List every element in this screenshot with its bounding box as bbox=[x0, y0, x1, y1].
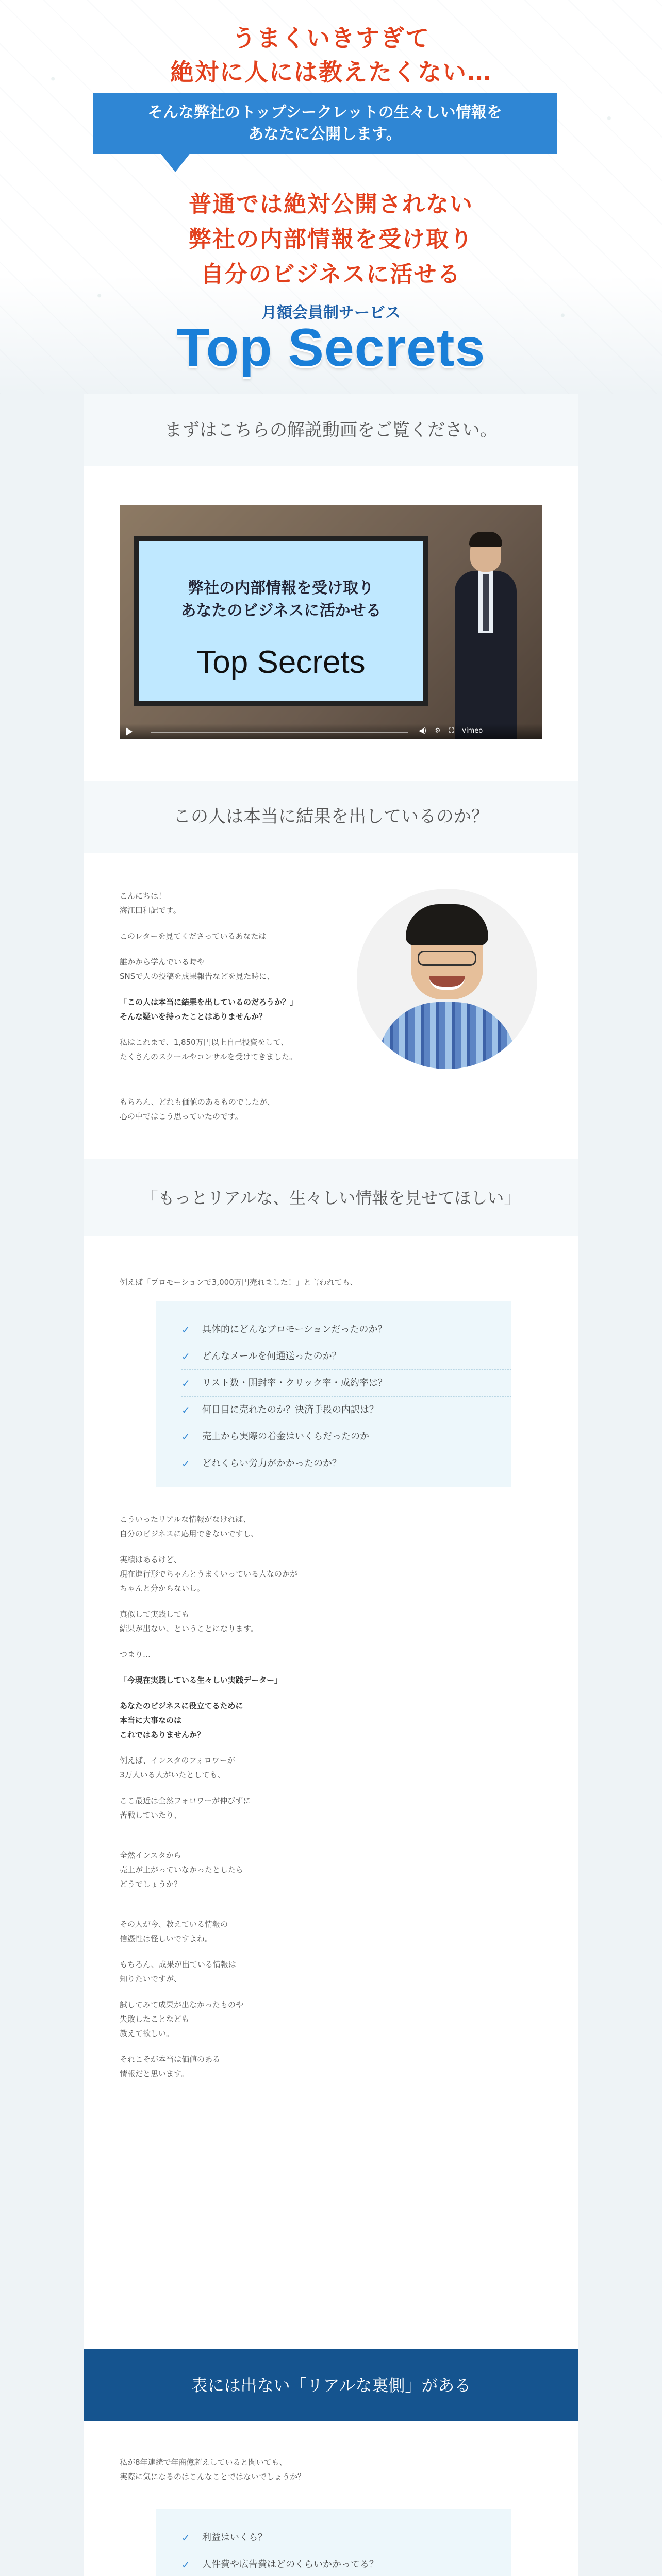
check-item: ✓ 売上から実際の着金はいくらだったのか bbox=[181, 1423, 511, 1450]
settings-icon[interactable]: ⚙ bbox=[435, 727, 441, 735]
fullscreen-icon[interactable]: ⛶ bbox=[449, 727, 454, 735]
presenter-hair bbox=[469, 532, 502, 547]
check-icon: ✓ bbox=[181, 1323, 190, 1336]
video-control-icons bbox=[419, 727, 537, 736]
hero-brand-logo: Top Secrets bbox=[176, 318, 486, 378]
check-item: ✓ 利益はいくら？ bbox=[181, 2524, 511, 2551]
video-player[interactable] bbox=[120, 505, 542, 739]
hero-headline-1: うまくいきすぎて bbox=[232, 24, 430, 52]
hero-red-line-1: 普通では絶対公開されない bbox=[189, 191, 473, 217]
profile-line: 私はこれまで、1,850万円以上自己投資をして、 bbox=[120, 1038, 289, 1047]
intro-text-1: 例えば「プロモーションで3,000万円売れました！」と言われても、 bbox=[120, 1278, 358, 1287]
check-item: ✓ リスト数・開封率・クリック率・成約率は？ bbox=[181, 1370, 511, 1397]
hero-service-label: 月額会員制サービス bbox=[261, 304, 401, 322]
hero-header bbox=[0, 0, 662, 394]
hero-red-line-2: 弊社の内部情報を受け取り bbox=[189, 226, 473, 252]
photo-glasses bbox=[418, 951, 476, 966]
section-title-real-backside: 表には出ない「リアルな裏側」がある bbox=[84, 2349, 578, 2421]
profile-line: SNSで人の投稿を成果報告などを見た時に、 bbox=[120, 972, 275, 981]
check-item: ✓ 何日目に売れたのか？決済手段の内訳は？ bbox=[181, 1397, 511, 1423]
photo-shirt bbox=[377, 1002, 517, 1069]
check-icon: ✓ bbox=[181, 2558, 190, 2571]
check-icon: ✓ bbox=[181, 2531, 190, 2544]
hero-banner-line-1: そんな弊社のトップシークレットの生々しい情報を bbox=[147, 104, 502, 122]
checklist-2 bbox=[156, 2509, 511, 2576]
hero-speech-banner bbox=[93, 93, 557, 154]
photo-hair bbox=[406, 904, 488, 945]
check-item: ✓ どんなメールを何通送ったのか？ bbox=[181, 1343, 511, 1370]
profile-intro bbox=[120, 889, 341, 1135]
play-icon[interactable] bbox=[126, 727, 133, 736]
volume-icon[interactable]: ◀) bbox=[419, 727, 427, 735]
vimeo-logo[interactable]: vimeo bbox=[462, 727, 483, 735]
video-caption-line-2: あなたのビジネスに活かせる bbox=[180, 602, 382, 620]
profile-line: たくさんのスクールやコンサルを受けてきました。 bbox=[120, 1052, 297, 1061]
check-item: ✓ どれくらい労力がかかったのか？ bbox=[181, 1450, 511, 1477]
video-progress-bar[interactable] bbox=[151, 732, 408, 733]
section-title-real-info: 「もっとリアルな、生々しい情報を見せてほしい」 bbox=[84, 1159, 578, 1236]
profile-line: 海江田和記です。 bbox=[120, 906, 181, 915]
profile-line: もちろん、どれも価値のあるものでしたが、 bbox=[120, 1097, 275, 1107]
video-presenter bbox=[455, 514, 517, 739]
video-screen-brand: Top Secrets bbox=[196, 645, 366, 680]
profile-line: 心の中ではこう思っていたのです。 bbox=[120, 1112, 243, 1121]
video-caption-line-1: 弊社の内部情報を受け取り bbox=[188, 579, 374, 597]
check-item: ✓ 人件費や広告費はどのくらいかかってる？ bbox=[181, 2551, 511, 2576]
profile-line: このレターを見てくださっているあなたは bbox=[120, 931, 267, 941]
presenter-tie bbox=[483, 574, 489, 631]
profile-line: こんにちは！ bbox=[120, 891, 167, 901]
main-content-card bbox=[84, 394, 578, 2576]
check-item: ✓ 具体的にどんなプロモーションだったのか？ bbox=[181, 1316, 511, 1343]
section-title-video: まずはこちらの解説動画をご覧ください。 bbox=[84, 394, 578, 466]
body-text-1: こういったリアルな情報がなければ、 自分のビジネスに応用できないですし、 実績はあるけど、 現在進行形でちゃんとうまくいっている人なのかが ちゃんと分からないし。 真似して実践しても 結果が出ない、ということになります。 つまり… 「今現在実践している生々しい実践データー」 あなたのビジネスに役立てるために 本当に大事なのは これではありませんか？ 例えば、インスタのフォロワーが 3万人いる人がいたとしても、 ここ最近は全然フォロワーが伸びずに 苦戦していたり、 全然インスタから 売上が上がっていなかったとしたら どうでしょうか？ その人が今、教えている情報の 信憑性は怪しいですよね。 もちろん、成果が出ている情報は 知りたいですが、 試してみて成果が出なかったものや 失敗したことなども 教えて欲しい。 それこそが本当は価値のある 情報だと思います。 bbox=[120, 1515, 298, 2078]
video-screen bbox=[134, 536, 428, 706]
checklist-1 bbox=[156, 1301, 511, 1487]
profile-line: 「この人は本当に結果を出しているのだろうか？」 bbox=[120, 997, 298, 1007]
check-icon: ✓ bbox=[181, 1350, 190, 1363]
profile-photo bbox=[357, 889, 537, 1069]
video-controls bbox=[120, 724, 542, 739]
hero-red-line-3: 自分のビジネスに活せる bbox=[201, 261, 461, 287]
check-icon: ✓ bbox=[181, 1430, 190, 1443]
hero-banner-line-2: あなたに公開します。 bbox=[248, 125, 402, 143]
check-icon: ✓ bbox=[181, 1377, 190, 1389]
profile-line: そんな疑いを持ったことはありませんか？ bbox=[120, 1012, 267, 1021]
section-title-results: この人は本当に結果を出しているのか？ bbox=[84, 781, 578, 853]
intro-text-2: 私が8年連続で年商億超えしていると聞いても、 実際に気になるのはこんなことではないでしょうか？ bbox=[120, 2458, 306, 2481]
check-icon: ✓ bbox=[181, 1458, 190, 1470]
profile-line: 誰かから学んでいる時や bbox=[120, 957, 205, 967]
hero-headline-2: 絶対に人には教えたくない… bbox=[170, 58, 492, 86]
check-icon: ✓ bbox=[181, 1403, 190, 1416]
video-screen-caption bbox=[139, 577, 423, 622]
